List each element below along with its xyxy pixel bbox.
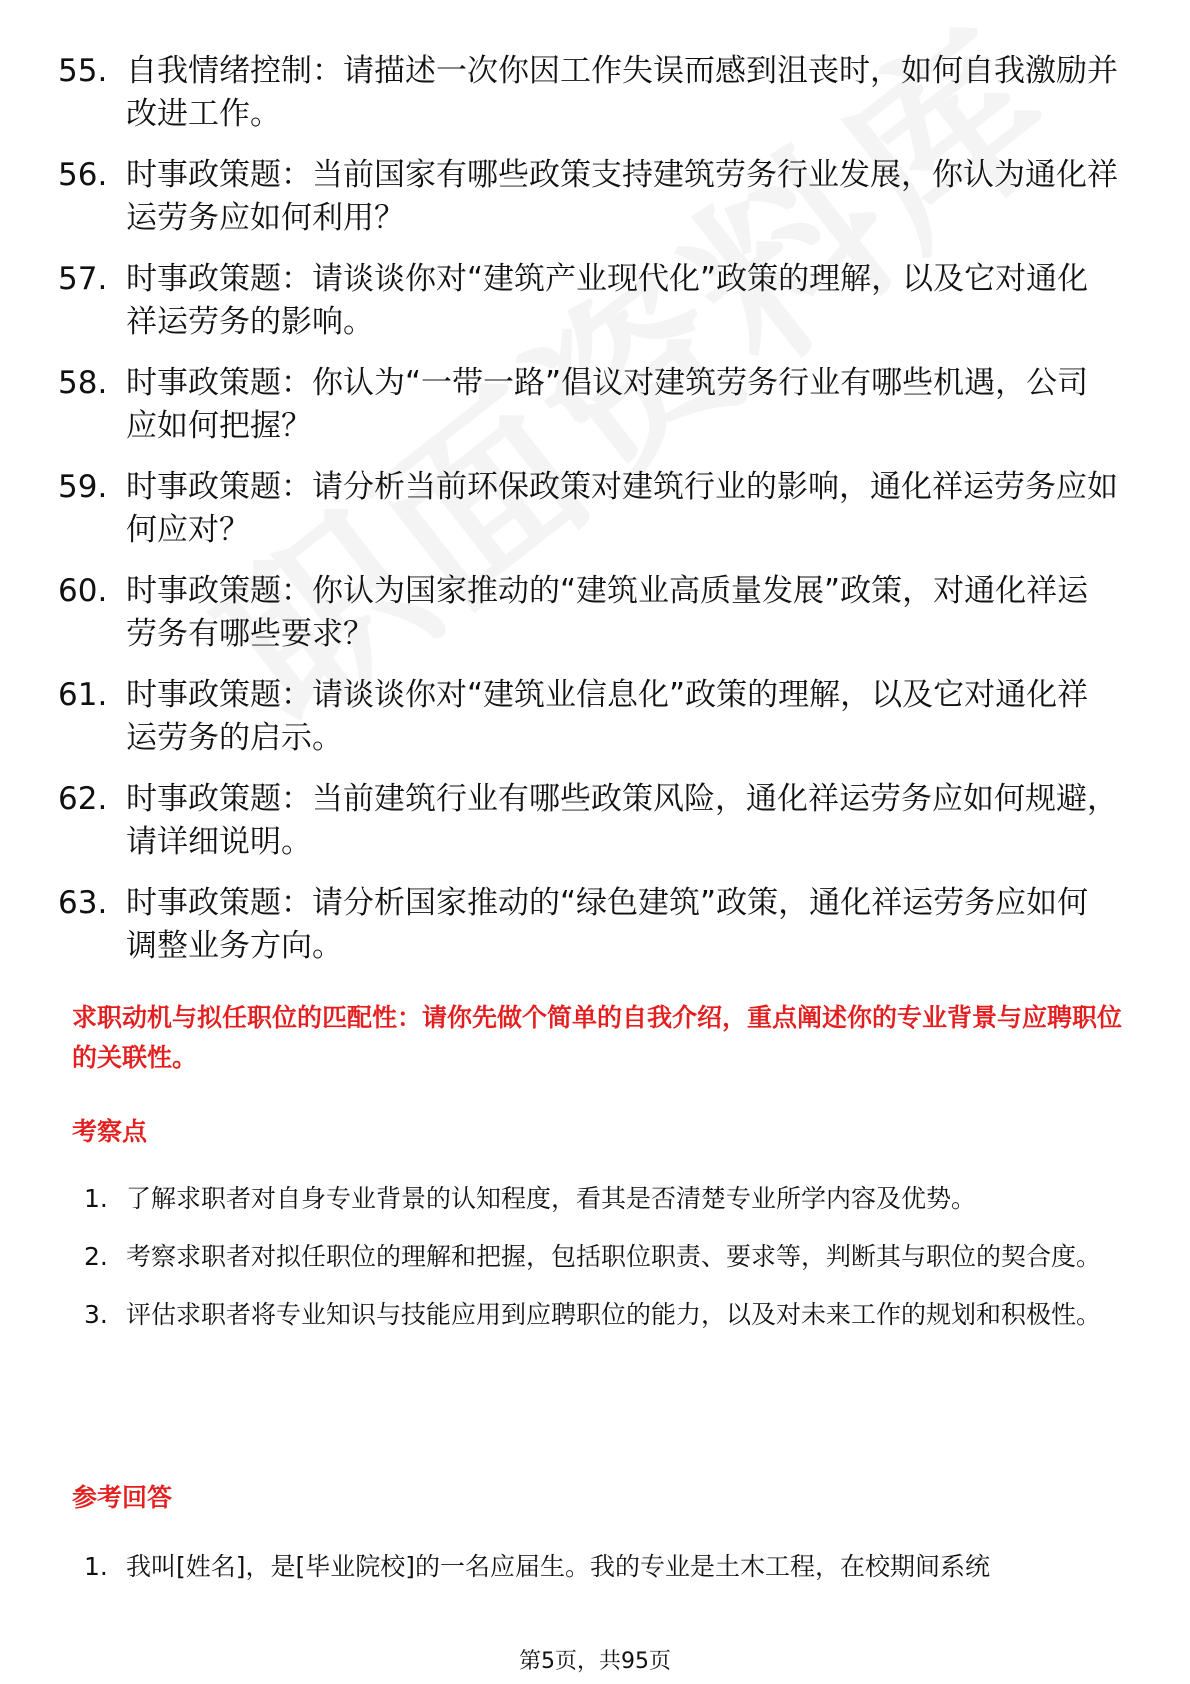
page-footer: 第5页，共95页	[519, 1649, 671, 1674]
examination-number: 3.	[84, 1300, 108, 1329]
question-text: 时事政策题：请分析当前环保政策对建筑行业的影响，通化祥运劳务应如何应对？	[126, 469, 1118, 548]
examination-item	[84, 1228, 1114, 1286]
question-item	[58, 154, 1118, 240]
question-text: 时事政策题：你认为国家推动的“建筑业高质量发展”政策，对通化祥运劳务有哪些要求？	[126, 573, 1089, 652]
examination-list	[84, 1170, 1114, 1344]
question-item	[58, 882, 1118, 968]
question-item	[58, 258, 1118, 344]
examination-item	[84, 1286, 1114, 1344]
question-item	[58, 50, 1118, 136]
question-number: 60.	[58, 573, 108, 609]
question-item	[58, 778, 1118, 864]
question-item	[58, 570, 1118, 656]
question-number: 55.	[58, 53, 108, 89]
question-number: 59.	[58, 469, 108, 505]
reference-title: 参考回答	[72, 1483, 173, 1512]
examination-number: 1.	[84, 1184, 108, 1213]
question-number: 56.	[58, 157, 108, 193]
question-list	[58, 50, 1118, 986]
question-number: 57.	[58, 261, 108, 297]
question-text: 时事政策题：当前国家有哪些政策支持建筑劳务行业发展，你认为通化祥运劳务应如何利用？	[126, 157, 1118, 236]
question-text: 自我情绪控制：请描述一次你因工作失误而感到沮丧时，如何自我激励并改进工作。	[126, 53, 1118, 132]
question-item	[58, 362, 1118, 448]
examination-text: 考察求职者对拟任职位的理解和把握，包括职位职责、要求等，判断其与职位的契合度。	[126, 1242, 1102, 1271]
question-number: 62.	[58, 781, 108, 817]
reference-list	[84, 1538, 1114, 1596]
highlight-question: 求职动机与拟任职位的匹配性：请你先做个简单的自我介绍，重点阐述你的专业背景与应聘职位的关联性。	[72, 1003, 1123, 1072]
question-text: 时事政策题：你认为“一带一路”倡议对建筑劳务行业有哪些机遇，公司应如何把握？	[126, 365, 1089, 444]
examination-text: 了解求职者对自身专业背景的认知程度，看其是否清楚专业所学内容及优势。	[126, 1184, 977, 1213]
reference-item	[84, 1538, 1114, 1596]
question-number: 63.	[58, 885, 108, 921]
examination-number: 2.	[84, 1242, 108, 1271]
question-item	[58, 466, 1118, 552]
examination-text: 评估求职者将专业知识与技能应用到应聘职位的能力，以及对未来工作的规划和积极性。	[126, 1300, 1102, 1329]
reference-number: 1.	[84, 1552, 108, 1581]
question-item	[58, 674, 1118, 760]
examination-item	[84, 1170, 1114, 1228]
question-text: 时事政策题：请谈谈你对“建筑产业现代化”政策的理解，以及它对通化祥运劳务的影响。	[126, 261, 1089, 340]
question-number: 58.	[58, 365, 108, 401]
question-text: 时事政策题：当前建筑行业有哪些政策风险，通化祥运劳务应如何规避，请详细说明。	[126, 781, 1118, 860]
question-text: 时事政策题：请谈谈你对“建筑业信息化”政策的理解，以及它对通化祥运劳务的启示。	[126, 677, 1089, 756]
reference-text: 我叫[姓名]，是[毕业院校]的一名应届生。我的专业是土木工程，在校期间系统	[126, 1552, 991, 1581]
examination-title: 考察点	[72, 1117, 148, 1146]
question-number: 61.	[58, 677, 108, 713]
question-text: 时事政策题：请分析国家推动的“绿色建筑”政策，通化祥运劳务应如何调整业务方向。	[126, 885, 1089, 964]
